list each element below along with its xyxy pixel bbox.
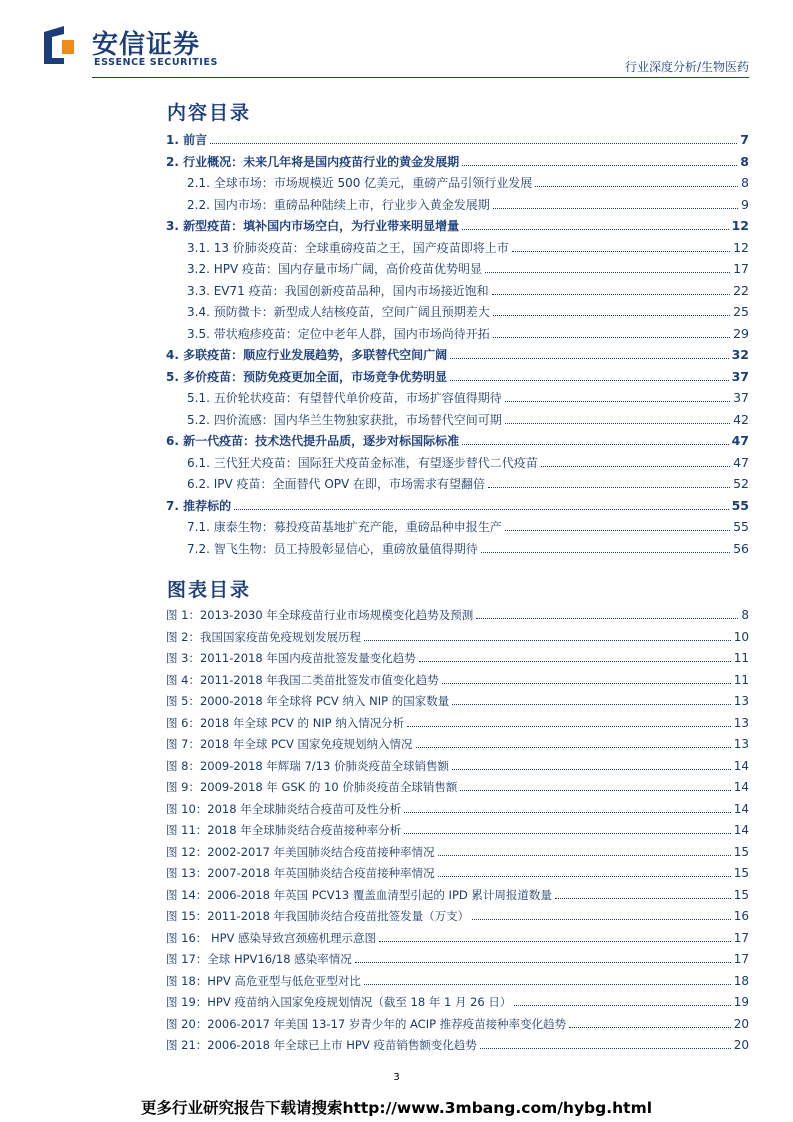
dot-leader (416, 747, 731, 748)
toc-section[interactable] (187, 517, 749, 535)
toc-chapter-label: 4. 多联疫苗：顺应行业发展趋势，多联替代空间广阔 (166, 348, 448, 362)
toc-chapter-label: 7. 推荐标的 (166, 498, 232, 513)
figure-entry[interactable] (166, 1035, 749, 1053)
dot-leader (541, 466, 730, 467)
figure-entry-label: 图 12：2002-2017 年美国肺炎结合疫苗接种率情况 (166, 844, 435, 859)
figure-entry-label: 图 4：2011-2018 年我国二类苗批签发市值变化趋势 (166, 672, 439, 687)
figure-entry-page: 10 (733, 629, 749, 644)
dot-leader (493, 337, 730, 338)
essence-logo-icon (42, 24, 76, 66)
figure-entry-label: 图 14：2006-2018 年英国 PCV13 覆盖血清型引起的 IPD 累计周报道数量 (166, 887, 552, 902)
toc-section-page: 47 (733, 454, 749, 470)
figure-entry-page: 15 (733, 866, 749, 880)
toc-chapter-page: 12 (731, 218, 749, 233)
figure-entry-page: 13 (733, 715, 749, 730)
dot-leader (438, 876, 731, 877)
toc-section-label: 2.2. 国内市场：重磅品种陆续上市，行业步入黄金发展期 (187, 197, 490, 212)
figure-entry[interactable] (166, 971, 749, 989)
toc-chapter-page: 55 (731, 497, 749, 513)
toc-section-page: 37 (733, 390, 749, 405)
dot-leader (407, 726, 730, 727)
toc-section-page: 12 (733, 239, 749, 255)
toc-section-page: 29 (733, 325, 749, 341)
dot-leader (452, 769, 731, 770)
figure-entry-label: 图 11：2018 年全球肺炎结合疫苗接种率分析 (166, 823, 402, 837)
toc-section[interactable] (187, 410, 749, 428)
dot-leader (462, 165, 737, 166)
figure-entry-page: 15 (733, 844, 749, 859)
figure-entry-page: 13 (733, 694, 749, 708)
figure-entry-label: 图 7：2018 年全球 PCV 国家免疫规划纳入情况 (166, 737, 413, 751)
dot-leader (488, 487, 730, 488)
figure-entry-label: 图 8：2009-2018 年辉瑞 7/13 价肺炎疫苗全球销售额 (166, 758, 449, 773)
figure-entry[interactable] (166, 627, 749, 645)
dot-leader (452, 704, 731, 705)
dot-leader (438, 855, 731, 856)
figure-entry-page: 16 (733, 909, 749, 923)
dot-leader (450, 358, 729, 359)
figure-entry-label: 图 3：2011-2018 年国内疫苗批签发量变化趋势 (166, 651, 416, 665)
report-type-label: 行业深度分析/生物医药 (624, 60, 749, 74)
toc-section-label: 3.4. 预防微卡：新型成人结核疫苗，空间广阔且预期差大 (187, 305, 490, 319)
figure-entry-label: 图 19：HPV 疫苗纳入国家免疫规划情况（截至 18 年 1 月 26 日） (166, 995, 512, 1009)
dot-leader (472, 919, 731, 920)
dot-leader (462, 444, 729, 445)
figure-entry-page: 14 (733, 780, 749, 794)
toc-section-label: 5.2. 四价流感：国内华兰生物独家获批，市场替代空间可期 (187, 412, 502, 427)
toc-section[interactable] (187, 324, 749, 342)
toc-section-page: 17 (733, 261, 749, 276)
toc-chapter[interactable] (166, 431, 749, 449)
figure-entry[interactable] (166, 928, 749, 946)
toc-section-page: 25 (733, 304, 749, 319)
figure-entry-page: 13 (733, 737, 749, 751)
figure-entry-page: 14 (733, 758, 749, 773)
figure-entry[interactable] (166, 992, 749, 1010)
figure-entry-label: 图 5：2000-2018 年全球将 PCV 纳入 NIP 的国家数量 (166, 694, 450, 708)
figure-entry[interactable] (166, 648, 749, 666)
figure-entry-page: 20 (733, 1038, 749, 1052)
figure-entry-label: 图 16： HPV 感染导致宫颈癌机理示意图 (166, 930, 377, 945)
toc-chapter-label: 2. 行业概况：未来几年将是国内疫苗行业的黄金发展期 (166, 154, 460, 169)
toc-section[interactable] (187, 259, 749, 277)
toc-chapter-label: 3. 新型疫苗：填补国内市场空白，为行业带来明显增量 (166, 219, 460, 233)
toc-section[interactable] (187, 474, 749, 492)
figure-entry[interactable] (166, 949, 749, 967)
figure-entry-page: 11 (733, 672, 749, 687)
figure-entry[interactable] (166, 799, 749, 817)
toc-chapter[interactable] (166, 152, 749, 170)
dot-leader (505, 423, 730, 424)
toc-chapter[interactable] (166, 216, 749, 234)
figure-entry[interactable] (166, 691, 749, 709)
toc-section[interactable] (187, 195, 749, 213)
figure-entry-label: 图 10：2018 年全球肺炎结合疫苗可及性分析 (166, 801, 402, 816)
toc-section[interactable] (187, 281, 749, 299)
figure-entry-page: 17 (733, 930, 749, 945)
figure-entry[interactable] (166, 820, 749, 838)
toc-section-label: 7.1. 康泰生物：募投疫苗基地扩充产能，重磅品种申报生产 (187, 520, 502, 534)
dot-leader (485, 272, 730, 273)
dot-leader (442, 683, 731, 684)
figure-entry-label: 图 6：2018 年全球 PCV 的 NIP 纳入情况分析 (166, 715, 405, 730)
dot-leader (364, 984, 731, 985)
toc-section[interactable] (187, 302, 749, 320)
dot-leader (460, 790, 730, 791)
figure-entry-label: 图 20：2006-2017 年美国 13-17 岁青少年的 ACIP 推荐疫苗接种率变化趋势 (166, 1016, 567, 1031)
toc-section-page: 52 (733, 476, 749, 491)
figure-entry[interactable] (166, 734, 749, 752)
dot-leader (419, 661, 731, 662)
toc-title: 内容目录 (167, 102, 252, 124)
dot-leader (210, 143, 737, 144)
toc-chapter-label: 1. 前言 (166, 133, 208, 147)
toc-section-label: 7.2. 智飞生物：员工持股彰显信心，重磅放量值得期待 (187, 541, 478, 556)
company-logo-text: 安信证券 (92, 30, 201, 60)
toc-chapter[interactable] (166, 367, 749, 385)
dot-leader (505, 401, 730, 402)
figure-entry-label: 图 2：我国国家疫苗免疫规划发展历程 (166, 629, 361, 644)
figure-entry-label: 图 13：2007-2018 年英国肺炎结合疫苗接种率情况 (166, 866, 435, 880)
toc-section[interactable] (187, 388, 749, 406)
dot-leader (404, 833, 731, 834)
toc-chapter-page: 47 (731, 433, 749, 448)
toc-section[interactable] (187, 453, 749, 471)
page-header (0, 0, 793, 82)
figure-entry[interactable] (166, 670, 749, 688)
toc-section-label: 6.2. IPV 疫苗：全面替代 OPV 在即，市场需求有望翻倍 (187, 477, 486, 491)
figure-entry-page: 19 (733, 995, 749, 1009)
toc-section[interactable] (187, 238, 749, 256)
dot-leader (234, 509, 729, 510)
dot-leader (535, 186, 738, 187)
figure-entry[interactable] (166, 756, 749, 774)
figure-entry-page: 18 (733, 973, 749, 988)
dot-leader (462, 229, 729, 230)
figure-entry[interactable] (166, 863, 749, 881)
figure-entry-page: 14 (733, 801, 749, 816)
company-logo-en: ESSENCE SECURITIES (94, 57, 218, 68)
figure-entry-page: 20 (733, 1016, 749, 1031)
dot-leader (480, 1048, 731, 1049)
toc-section-label: 3.5. 带状疱疹疫苗：定位中老年人群，国内市场尚待开拓 (187, 326, 490, 341)
toc-section-label: 3.1. 13 价肺炎疫苗：全球重磅疫苗之王，国产疫苗即将上市 (187, 240, 509, 255)
dot-leader (505, 530, 730, 531)
toc-section-page: 55 (733, 519, 749, 534)
figure-entry[interactable] (166, 842, 749, 860)
toc-chapter-label: 6. 新一代疫苗：技术迭代提升品质，逐步对标国际标准 (166, 434, 460, 448)
dot-leader (379, 941, 731, 942)
dot-leader (493, 208, 738, 209)
figure-entry[interactable] (166, 1014, 749, 1032)
toc-chapter-page: 8 (740, 153, 749, 169)
figure-entry[interactable] (166, 906, 749, 924)
footer-download-link[interactable]: 更多行业研究报告下载请搜索http://www.3mbang.com/hybg.html (140, 1099, 653, 1117)
toc-section-page: 8 (741, 175, 749, 190)
toc-section-page: 42 (733, 411, 749, 427)
toc-chapter-page: 32 (731, 347, 749, 362)
figure-entry-page: 17 (733, 952, 749, 966)
toc-section-label: 3.3. EV71 疫苗：我国创新疫苗品种，国内市场接近饱和 (187, 283, 489, 298)
figure-entry-page: 15 (733, 887, 749, 902)
toc-chapter-label: 5. 多价疫苗：预防免疫更加全面，市场竞争优势明显 (166, 369, 448, 384)
figures-title: 图表目录 (167, 579, 252, 601)
toc-section-label: 6.1. 三代狂犬疫苗：国际狂犬疫苗金标准，有望逐步替代二代疫苗 (187, 455, 538, 470)
figure-entry[interactable] (166, 713, 749, 731)
figure-entry-page: 11 (733, 651, 749, 665)
figure-entry-label: 图 15：2011-2018 年我国肺炎结合疫苗批签发量（万支） (166, 909, 470, 923)
figure-entry[interactable] (166, 605, 749, 623)
figure-entry-label: 图 9：2009-2018 年 GSK 的 10 价肺炎疫苗全球销售额 (166, 780, 458, 794)
dot-leader (404, 812, 731, 813)
toc-chapter[interactable] (166, 345, 749, 363)
dot-leader (555, 898, 731, 899)
toc-chapter-page: 37 (731, 368, 749, 384)
dot-leader (492, 294, 731, 295)
toc-chapter-page: 7 (740, 132, 749, 147)
figure-entry-page: 8 (741, 608, 749, 622)
dot-leader (569, 1027, 731, 1028)
toc-section-page: 22 (733, 282, 749, 298)
dot-leader (364, 640, 731, 641)
dot-leader (512, 251, 730, 252)
dot-leader (493, 315, 730, 316)
figure-entry-page: 14 (733, 823, 749, 837)
figure-entry-label: 图 17：全球 HPV16/18 感染率情况 (166, 952, 352, 966)
dot-leader (355, 962, 731, 963)
toc-chapter[interactable] (166, 130, 749, 148)
dot-leader (450, 380, 729, 381)
dot-leader (514, 1005, 730, 1006)
figure-entry-label: 图 1：2013-2030 年全球疫苗行业市场规模变化趋势及预测 (166, 608, 474, 622)
header-divider (92, 77, 749, 78)
toc-section[interactable] (187, 173, 749, 191)
figure-entry[interactable] (166, 885, 749, 903)
figure-entry-label: 图 18：HPV 高危亚型与低危亚型对比 (166, 973, 361, 988)
dot-leader (481, 552, 730, 553)
toc-chapter[interactable] (166, 496, 749, 514)
toc-section[interactable] (187, 539, 749, 557)
toc-section-label: 2.1. 全球市场：市场规模近 500 亿美元，重磅产品引领行业发展 (187, 176, 533, 190)
toc-section-label: 5.1. 五价轮状疫苗：有望替代单价疫苗，市场扩容值得期待 (187, 391, 502, 405)
figure-entry[interactable] (166, 777, 749, 795)
dot-leader (476, 618, 738, 619)
figure-entry-label: 图 21：2006-2018 年全球已上市 HPV 疫苗销售额变化趋势 (166, 1038, 477, 1052)
page-number: 3 (393, 1072, 400, 1083)
toc-section-page: 56 (733, 540, 749, 556)
toc-section-label: 3.2. HPV 疫苗：国内存量市场广阔，高价疫苗优势明显 (187, 262, 482, 276)
toc-section-page: 9 (741, 196, 749, 212)
